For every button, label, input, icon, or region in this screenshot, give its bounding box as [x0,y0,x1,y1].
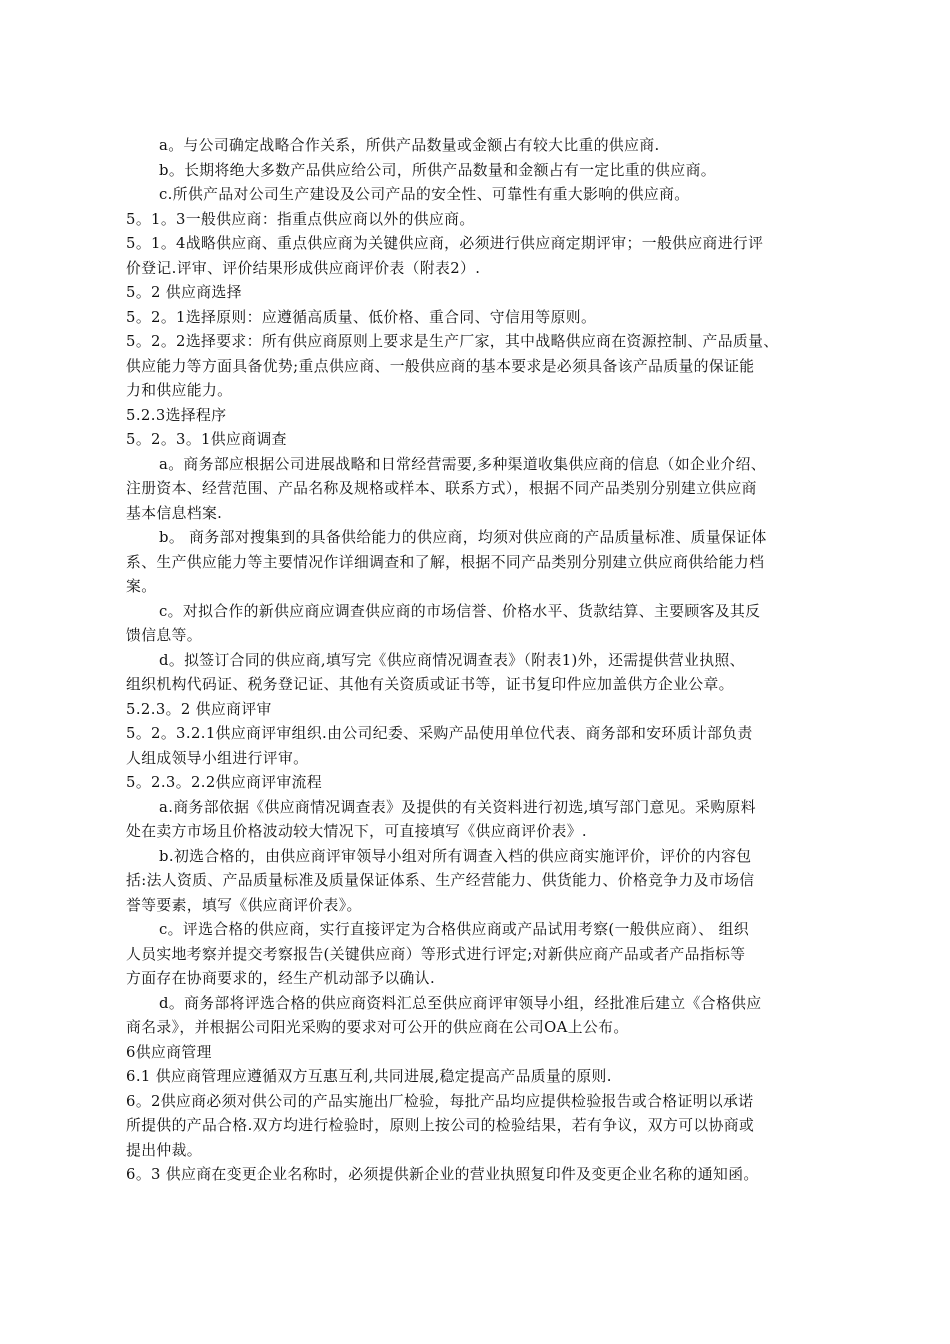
text-line: 案。 [126,578,157,595]
text-line: 价登记.评审、评价结果形成供应商评价表（附表2）. [126,259,481,277]
text-line: d。拟签订合同的供应商,填写完《供应商情况调查表》（附表1)外，还需提供营业执照、 [159,651,745,669]
text-line: 5.2.3选择程序 [126,406,227,424]
text-line: b.初选合格的，由供应商评审领导小组对所有调查入档的供应商实施评价，评价的内容包 [159,847,752,865]
text-line: 组织机构代码证、税务登记证、其他有关资质或证书等，证书复印件应加盖供方企业公章。 [126,676,734,693]
text-line: 5。2。1选择原则：应遵循高质量、低价格、重合同、守信用等原则。 [126,308,597,326]
text-line: 括:法人资质、产品质量标准及质量保证体系、生产经营能力、供货能力、价格竞争力及市场信 [126,872,755,889]
text-line: 5.2.3。2 供应商评审 [126,700,272,718]
text-line: 6.1 供应商管理应遵循双方互惠互利,共同进展,稳定提高产品质量的原则. [126,1068,612,1085]
text-line: 注册资本、经营范围、产品名称及规格或样本、联系方式），根据不同产品类别分别建立供应商 [126,480,757,497]
text-line: a。商务部应根据公司进展战略和日常经营需要,多种渠道收集供应商的信息（如企业介绍、 [159,455,767,473]
text-line: 所提供的产品合格.双方均进行检验时，原则上按公司的检验结果，若有争议，双方可以协商或 [126,1117,755,1134]
text-line: a。与公司确定战略合作关系，所供产品数量或金额占有较大比重的供应商. [159,137,660,154]
text-line: a.商务部依据《供应商情况调查表》及提供的有关资料进行初选,填写部门意见。采购原料 [159,798,756,816]
document-body [126,134,838,1188]
text-line: 5。1。3一般供应商：指重点供应商以外的供应商。 [126,210,475,228]
text-line: 6。2供应商必须对供公司的产品实施出厂检验，每批产品均应提供检验报告或合格证明以承诺 [126,1092,754,1110]
text-line: 馈信息等。 [126,627,202,644]
text-line: c。评选合格的供应商，实行直接评定为合格供应商或产品试用考察(一般供应商）、 组织 [159,921,750,938]
text-line: 处在卖方市场且价格波动较大情况下，可直接填写《供应商评价表》. [126,823,588,840]
text-line: b。 商务部对搜集到的具备供给能力的供应商，均须对供应商的产品质量标准、质量保证体 [159,529,767,546]
text-line: 5。2 供应商选择 [126,284,242,301]
text-line: 6。3 供应商在变更企业名称时，必须提供新企业的营业执照复印件及变更企业名称的通知函。 [126,1166,759,1183]
text-line: b。长期将绝大多数产品供应给公司，所供产品数量和金额占有一定比重的供应商。 [159,161,716,179]
text-line: 力和供应能力。 [126,382,233,399]
text-line: 方面存在协商要求的，经生产机动部予以确认. [126,970,436,987]
text-line: 6供应商管理 [126,1043,212,1061]
text-line: 供应能力等方面具备优势;重点供应商、一般供应商的基本要求是必须具备该产品质量的保证能 [126,357,755,375]
text-line: 5。1。4战略供应商、重点供应商为关键供应商，必须进行供应商定期评审；一般供应商进行评 [126,235,764,252]
text-line: 5。2。3。1供应商调查 [126,431,287,448]
text-line: 5。2。3.2.1供应商评审组织.由公司纪委、采购产品使用单位代表、商务部和安环质计部负责 [126,725,753,742]
text-line: 誉等要素，填写《供应商评价表》。 [126,896,362,914]
text-line: 商名录》，并根据公司阳光采购的要求对可公开的供应商在公司OA上公布。 [126,1019,629,1036]
text-line: 人组成领导小组进行评审。 [126,749,309,767]
text-line: c.所供产品对公司生产建设及公司产品的安全性、可靠性有重大影响的供应商。 [159,186,690,203]
text-line: d。商务部将评选合格的供应商资料汇总至供应商评审领导小组，经批准后建立《合格供应 [159,994,762,1012]
text-line: 基本信息档案. [126,504,223,522]
text-line: 提出仲裁。 [126,1141,202,1159]
text-line: 人员实地考察并提交考察报告(关键供应商）等形式进行评定;对新供应商产品或者产品指标等 [126,945,746,963]
text-line: 5。2。2选择要求：所有供应商原则上要求是生产厂家，其中战略供应商在资源控制、产品质量、 [126,333,779,350]
text-line: 系、生产供应能力等主要情况作详细调查和了解，根据不同产品类别分别建立供应商供给能力档 [126,553,765,571]
text-line: 5。2.3。2.2供应商评审流程 [126,774,323,791]
text-line: c。对拟合作的新供应商应调查供应商的市场信誉、价格水平、货款结算、主要顾客及其反 [159,602,761,620]
